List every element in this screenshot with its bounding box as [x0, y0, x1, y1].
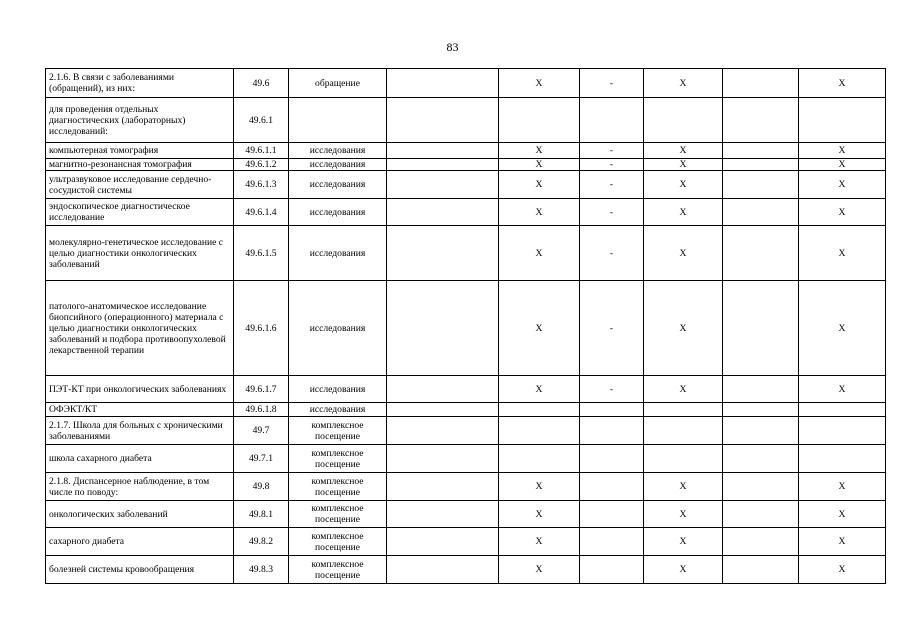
row-mark: X [644, 159, 723, 171]
row-mark: - [580, 69, 644, 98]
row-mark [387, 226, 499, 281]
row-mark: - [580, 226, 644, 281]
row-code: 49.7.1 [234, 445, 289, 473]
row-name: 2.1.6. В связи с заболеваниями (обращений), из них: [46, 69, 234, 98]
row-mark [580, 556, 644, 584]
row-mark [387, 417, 499, 445]
table-row [46, 376, 886, 403]
row-name: компьютерная томография [46, 143, 234, 159]
row-mark: - [580, 281, 644, 376]
row-mark [644, 445, 723, 473]
row-code: 49.6.1.5 [234, 226, 289, 281]
row-mark [723, 376, 799, 403]
row-mark [387, 69, 499, 98]
row-mark: X [644, 69, 723, 98]
row-code: 49.6.1.7 [234, 376, 289, 403]
row-mark: - [580, 376, 644, 403]
row-mark: - [580, 171, 644, 199]
row-mark [723, 199, 799, 226]
row-mark [723, 69, 799, 98]
row-mark: X [644, 501, 723, 528]
row-mark: X [499, 199, 580, 226]
table-row [46, 98, 886, 143]
row-mark: X [799, 69, 886, 98]
row-mark: X [799, 281, 886, 376]
row-mark: X [644, 171, 723, 199]
row-unit: исследования [289, 159, 387, 171]
row-mark: X [499, 159, 580, 171]
row-mark: X [499, 281, 580, 376]
row-mark [723, 98, 799, 143]
row-mark: X [799, 159, 886, 171]
row-code: 49.6.1.2 [234, 159, 289, 171]
row-mark: X [799, 226, 886, 281]
table-row [46, 403, 886, 417]
row-mark [499, 403, 580, 417]
page-number: 83 [446, 40, 459, 54]
row-mark [644, 98, 723, 143]
table-row [46, 445, 886, 473]
row-mark [723, 528, 799, 556]
row-mark [387, 199, 499, 226]
row-name: онкологических заболеваний [46, 501, 234, 528]
table-row [46, 226, 886, 281]
row-mark [387, 159, 499, 171]
row-mark [387, 403, 499, 417]
row-mark: - [580, 199, 644, 226]
row-unit [289, 98, 387, 143]
row-mark [723, 501, 799, 528]
row-mark: X [799, 556, 886, 584]
row-mark [723, 226, 799, 281]
row-mark: X [644, 199, 723, 226]
row-mark: X [499, 69, 580, 98]
row-name: школа сахарного диабета [46, 445, 234, 473]
row-code: 49.6.1.4 [234, 199, 289, 226]
row-unit: исследования [289, 199, 387, 226]
row-mark [499, 98, 580, 143]
row-mark: X [644, 473, 723, 501]
row-name: патолого-анатомическое исследование биопсийного (операционного) материала с целью диагностики онкологических заболеваний и подбора противоопухолевой лекарственной терапии [46, 281, 234, 376]
row-mark [723, 143, 799, 159]
row-mark: X [644, 143, 723, 159]
row-mark [723, 473, 799, 501]
table-row [46, 417, 886, 445]
row-name: 2.1.7. Школа для больных с хроническими заболеваниями [46, 417, 234, 445]
row-mark [723, 171, 799, 199]
row-unit: исследования [289, 281, 387, 376]
row-mark: - [580, 143, 644, 159]
row-mark [387, 528, 499, 556]
row-code: 49.6.1 [234, 98, 289, 143]
table-row [46, 528, 886, 556]
row-mark [499, 445, 580, 473]
row-mark [723, 281, 799, 376]
row-mark [580, 528, 644, 556]
row-name: болезней системы кровообращения [46, 556, 234, 584]
row-unit: комплексное посещение [289, 556, 387, 584]
row-mark: X [799, 171, 886, 199]
table-row [46, 199, 886, 226]
row-mark [580, 98, 644, 143]
row-mark [644, 417, 723, 445]
row-mark [723, 417, 799, 445]
row-mark: X [499, 556, 580, 584]
row-name: магнитно-резонансная томография [46, 159, 234, 171]
row-code: 49.6 [234, 69, 289, 98]
row-name: молекулярно-генетическое исследование с целью диагностики онкологических заболеваний [46, 226, 234, 281]
row-unit: обращение [289, 69, 387, 98]
row-mark [723, 556, 799, 584]
row-code: 49.7 [234, 417, 289, 445]
row-mark [387, 473, 499, 501]
row-unit: исследования [289, 226, 387, 281]
row-name: 2.1.8. Диспансерное наблюдение, в том числе по поводу: [46, 473, 234, 501]
row-mark [387, 556, 499, 584]
table-row [46, 143, 886, 159]
row-mark: X [644, 226, 723, 281]
row-code: 49.6.1.3 [234, 171, 289, 199]
row-mark [499, 417, 580, 445]
table-row [46, 159, 886, 171]
row-unit: комплексное посещение [289, 417, 387, 445]
row-mark [644, 403, 723, 417]
row-unit: комплексное посещение [289, 528, 387, 556]
row-mark [580, 473, 644, 501]
row-mark: X [499, 528, 580, 556]
row-unit: исследования [289, 403, 387, 417]
row-mark: X [644, 528, 723, 556]
row-mark [723, 445, 799, 473]
row-mark: - [580, 159, 644, 171]
row-mark [723, 159, 799, 171]
row-code: 49.6.1.6 [234, 281, 289, 376]
table-row [46, 473, 886, 501]
table-row [46, 501, 886, 528]
row-mark [387, 98, 499, 143]
row-code: 49.8.2 [234, 528, 289, 556]
row-unit: исследования [289, 171, 387, 199]
row-mark [580, 501, 644, 528]
row-mark: X [644, 556, 723, 584]
row-mark: X [499, 501, 580, 528]
row-mark [387, 143, 499, 159]
row-mark: X [499, 376, 580, 403]
row-mark [387, 445, 499, 473]
row-mark [387, 171, 499, 199]
row-mark [799, 98, 886, 143]
row-mark: X [499, 226, 580, 281]
statistics-table [45, 68, 886, 584]
row-mark [799, 445, 886, 473]
row-mark [799, 417, 886, 445]
row-mark [723, 403, 799, 417]
row-name: эндоскопическое диагностическое исследование [46, 199, 234, 226]
row-mark: X [799, 501, 886, 528]
row-mark [799, 403, 886, 417]
row-code: 49.8 [234, 473, 289, 501]
row-name: сахарного диабета [46, 528, 234, 556]
row-unit: комплексное посещение [289, 473, 387, 501]
row-unit: исследования [289, 143, 387, 159]
row-name: для проведения отдельных диагностических (лабораторных) исследований: [46, 98, 234, 143]
row-name: ультразвуковое исследование сердечно-сосудистой системы [46, 171, 234, 199]
row-mark: X [644, 281, 723, 376]
table-body [46, 69, 886, 584]
table-row [46, 171, 886, 199]
row-mark: X [799, 376, 886, 403]
row-mark: X [799, 528, 886, 556]
row-mark: X [644, 376, 723, 403]
row-name: ПЭТ-КТ при онкологических заболеваниях [46, 376, 234, 403]
row-mark [387, 376, 499, 403]
row-mark [580, 403, 644, 417]
row-unit: исследования [289, 376, 387, 403]
row-code: 49.6.1.1 [234, 143, 289, 159]
row-unit: комплексное посещение [289, 445, 387, 473]
row-mark [580, 445, 644, 473]
row-code: 49.8.3 [234, 556, 289, 584]
row-name: ОФЭКТ/КТ [46, 403, 234, 417]
row-mark: X [499, 473, 580, 501]
row-mark [580, 417, 644, 445]
row-mark: X [499, 171, 580, 199]
row-mark: X [799, 143, 886, 159]
table-row [46, 281, 886, 376]
row-mark: X [799, 473, 886, 501]
row-mark: X [799, 199, 886, 226]
row-mark [387, 501, 499, 528]
row-mark [387, 281, 499, 376]
table-row [46, 556, 886, 584]
row-unit: комплексное посещение [289, 501, 387, 528]
row-code: 49.8.1 [234, 501, 289, 528]
row-code: 49.6.1.8 [234, 403, 289, 417]
row-mark: X [499, 143, 580, 159]
table-row [46, 69, 886, 98]
